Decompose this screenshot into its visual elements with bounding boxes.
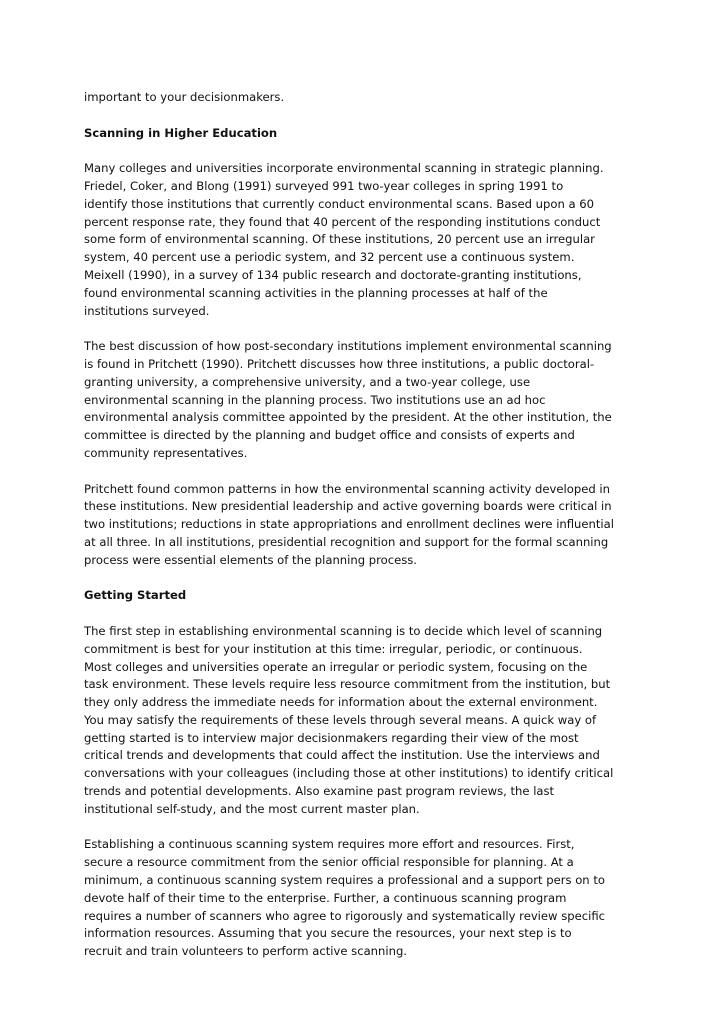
text-line: at all three. In all institutions, presidential recognition and support for the formal scanning (84, 534, 609, 549)
text-line: community representatives. (84, 445, 248, 460)
section-heading-getting-started: Getting Started (84, 588, 187, 603)
text-line: recruit and train volunteers to perform active scanning. (84, 944, 407, 959)
paragraph-scanning-2 (84, 338, 646, 463)
text-line: secure a resource commitment from the senior official responsible for planning. At a (84, 855, 574, 870)
text-line: You may satisfy the requirements of these levels through several means. A quick way of (84, 712, 597, 727)
text-line: Pritchett found common patterns in how the environmental scanning activity developed in (84, 481, 610, 496)
text-line: minimum, a continuous scanning system requires a professional and a support pers on to (84, 873, 605, 888)
text-line: system, 40 percent use a periodic system, and 32 percent use a continuous system. (84, 250, 575, 265)
text-line: trends and potential developments. Also examine past program reviews, the last (84, 784, 555, 799)
text-line: identify those institutions that currently conduct environmental scans. Based upon a 60 (84, 196, 595, 211)
text-line: they only address the immediate needs for information about the external environment. (84, 695, 598, 710)
text-line: Meixell (1990), in a survey of 134 public research and doctorate-granting institutions, (84, 267, 582, 282)
text-line: The best discussion of how post-secondary institutions implement environmental scanning (84, 339, 612, 354)
paragraph-getting-started-2 (84, 836, 646, 961)
text-line: institutions surveyed. (84, 303, 210, 318)
paragraph-getting-started-1 (84, 623, 646, 819)
text-line: devote half of their time to the enterprise. Further, a continuous scanning program (84, 890, 567, 905)
text-line: two institutions; reductions in state appropriations and enrollment declines were influential (84, 517, 614, 532)
text-line: requires a number of scanners who agree to rigorously and systematically review specific (84, 908, 606, 923)
text-line: Establishing a continuous scanning system requires more effort and resources. First, (84, 837, 575, 852)
text-line: percent response rate, they found that 40 percent of the responding institutions conduct (84, 214, 601, 229)
text-line: granting university, a comprehensive university, and a two-year college, use (84, 374, 531, 389)
text-line: is found in Pritchett (1990). Pritchett discusses how three institutions, a public doctoral- (84, 356, 595, 371)
section-heading-scanning: Scanning in Higher Education (84, 125, 278, 140)
text-line: getting started is to interview major decisionmakers regarding their view of the most (84, 730, 579, 745)
text-line: institutional self-study, and the most current master plan. (84, 801, 420, 816)
paragraph-scanning-3 (84, 481, 646, 570)
text-line: environmental scanning in the planning process. Two institutions use an ad hoc (84, 392, 546, 407)
text-line: found environmental scanning activities in the planning processes at half of the (84, 285, 548, 300)
text-line: these institutions. New presidential leadership and active governing boards were critical in (84, 499, 612, 514)
text-line: important to your decisionmakers. (84, 90, 285, 104)
text-line: Most colleges and universities operate an irregular or periodic system, focusing on the (84, 659, 588, 674)
text-line: environmental analysis committee appointed by the president. At the other institution, the (84, 410, 612, 425)
text-line: critical trends and developments that could affect the institution. Use the interviews and (84, 748, 600, 763)
intro-fragment (84, 89, 646, 107)
text-line: some form of environmental scanning. Of these institutions, 20 percent use an irregular (84, 232, 595, 247)
text-line: Many colleges and universities incorporate environmental scanning in strategic planning. (84, 161, 604, 176)
document-page (84, 89, 646, 979)
text-line: commitment is best for your institution at this time: irregular, periodic, or continuous. (84, 641, 583, 656)
text-line: task environment. These levels require less resource commitment from the institution, but (84, 677, 611, 692)
text-line: process were essential elements of the planning process. (84, 552, 417, 567)
text-line: conversations with your colleagues (including those at other institutions) to identify critical (84, 766, 614, 781)
paragraph-scanning-1 (84, 160, 646, 320)
text-line: Friedel, Coker, and Blong (1991) surveyed 991 two-year colleges in spring 1991 to (84, 178, 564, 193)
text-line: committee is directed by the planning and budget office and consists of experts and (84, 428, 575, 443)
text-line: The first step in establishing environmental scanning is to decide which level of scanning (84, 623, 603, 638)
text-line: information resources. Assuming that you secure the resources, your next step is to (84, 926, 572, 941)
